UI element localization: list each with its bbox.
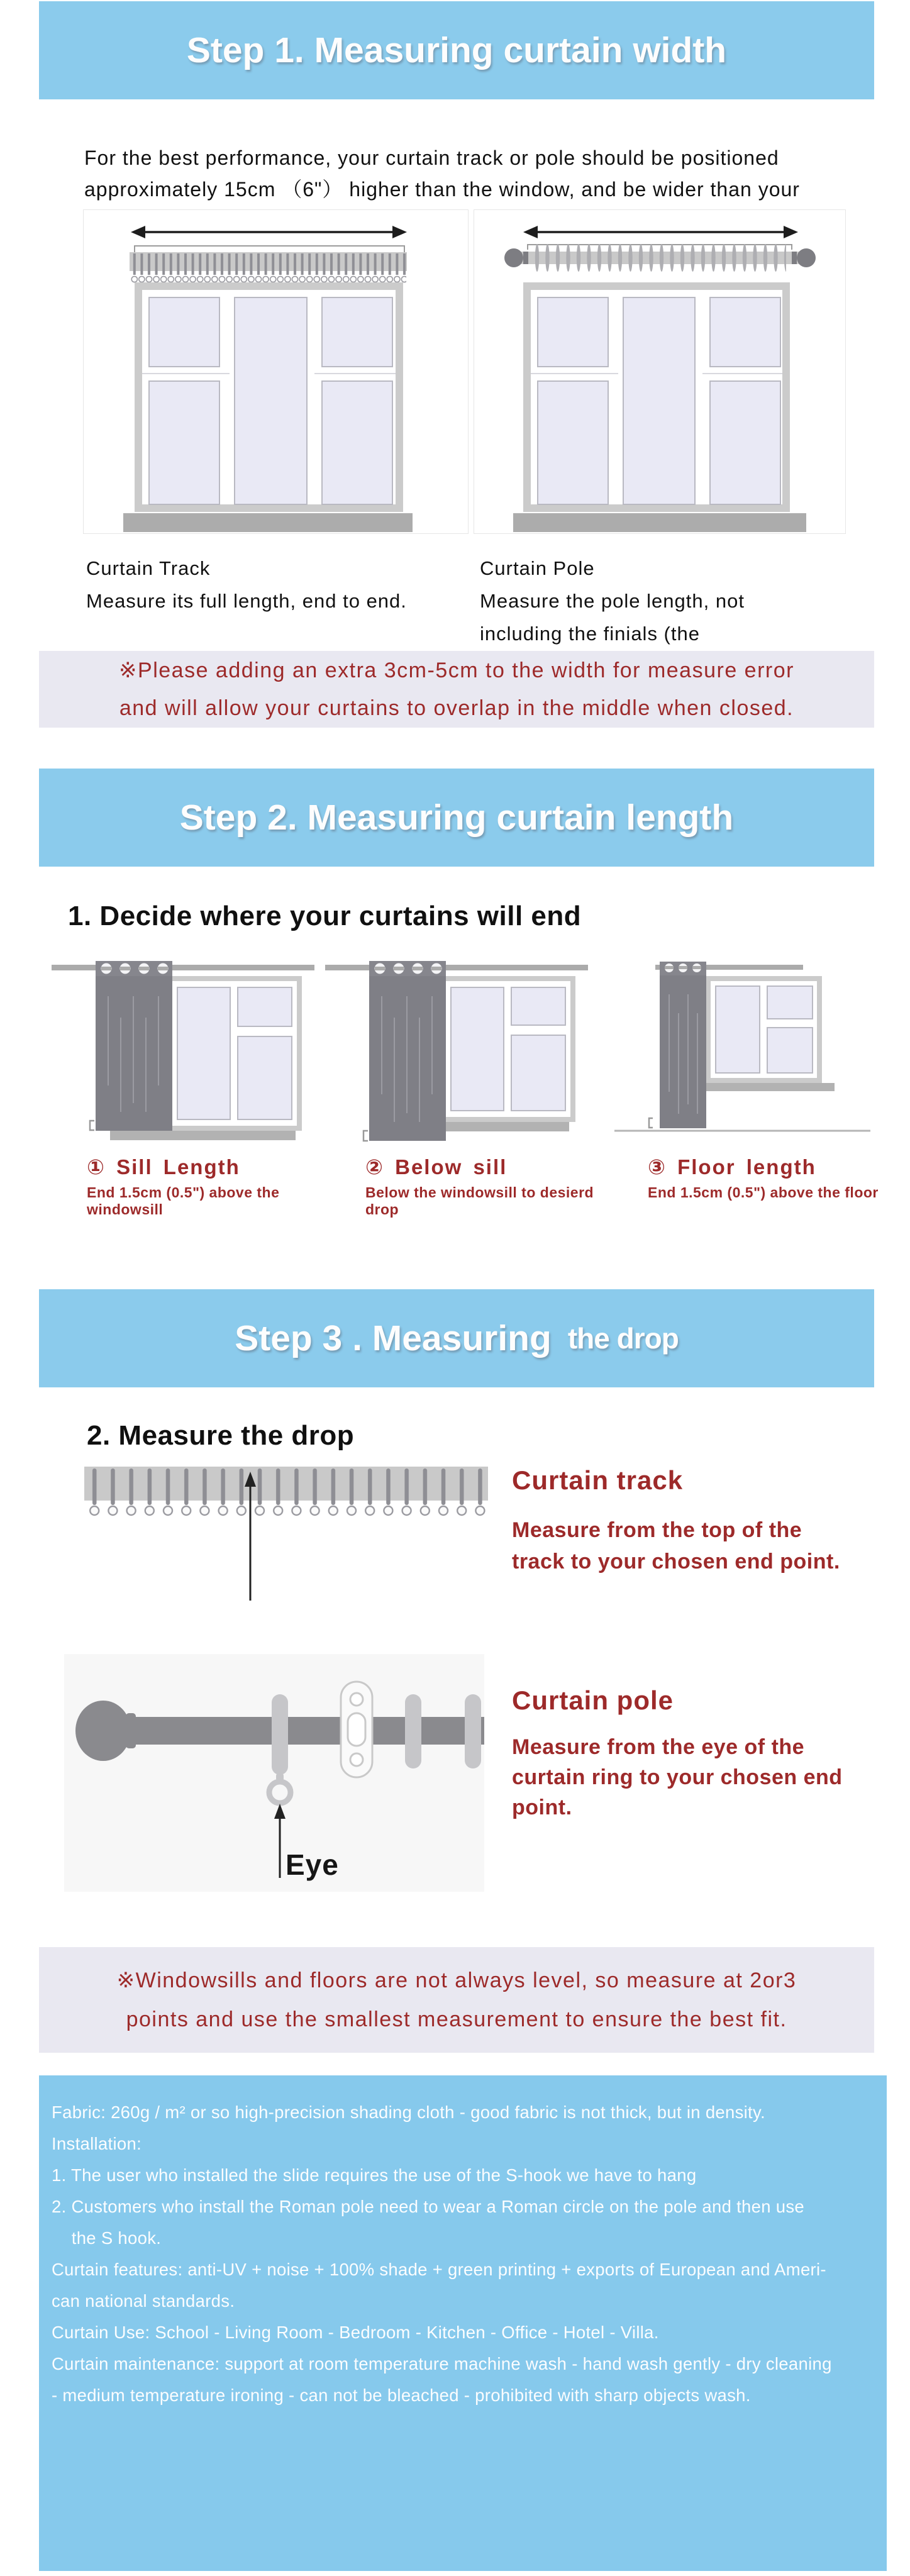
intro-line-2: approximately 15cm （6"） higher than the window, and be wider than your (84, 178, 800, 201)
below-sill-desc: Below the windowsill to desierd drop (365, 1184, 594, 1218)
info-line-features: Curtain features: anti-UV + noise + 100% shade + green printing + exports of European and Ameri- (52, 2260, 826, 2279)
pole-caption-line-2: including the finials (the (480, 623, 700, 645)
product-info-section (39, 2075, 887, 2571)
step3-banner-title: Step 3 . Measuring (235, 1318, 552, 1358)
step2-banner (39, 769, 874, 867)
info-line-use: Curtain Use: School - Living Room - Bedroom - Kitchen - Office - Hotel - Villa. (52, 2323, 659, 2342)
track-drop-title: Curtain track (512, 1465, 684, 1495)
sill-length-title: ① Sill Length (87, 1155, 240, 1179)
pole-drop-title: Curtain pole (512, 1685, 674, 1715)
width-note-box (39, 651, 874, 728)
track-caption-line: Measure its full length, end to end. (86, 590, 407, 612)
track-drop-line-1: Measure from the top of the (512, 1518, 802, 1542)
track-drop-line-2: track to your chosen end point. (512, 1550, 840, 1574)
info-line-install-2: 2. Customers who install the Roman pole need to wear a Roman circle on the pole and then use (52, 2197, 805, 2216)
drop-note-line-2: points and use the smallest measurement to ensure the best fit. (126, 2007, 787, 2031)
curtain-pole-window-illustration (474, 209, 846, 534)
sill-length-desc: End 1.5cm (0.5") above the windowsill (87, 1184, 280, 1218)
intro-line-1: For the best performance, your curtain track or pole should be positioned (84, 147, 779, 169)
info-line-features-2: can national standards. (52, 2291, 235, 2311)
below-sill-illustration (324, 960, 594, 1145)
window-with-track-icon (84, 210, 468, 533)
track-drop-illustration (84, 1467, 488, 1602)
pole-drop-line-1: Measure from the eye of the (512, 1735, 805, 1759)
pole-drop-illustration (64, 1654, 484, 1892)
width-note-line-1: ※Please adding an extra 3cm-5cm to the width for measure error (119, 658, 794, 682)
info-line-fabric: Fabric: 260g / m² or so high-precision shading cloth - good fabric is not thick, but in density. (52, 2102, 765, 2122)
pole-drop-text (512, 1685, 877, 1823)
curtain-track-window-illustration (83, 209, 469, 534)
length-option-floor (611, 960, 882, 1201)
step1-intro (84, 142, 883, 205)
length-option-sill (50, 960, 327, 1218)
step1-banner-title: Step 1. Measuring curtain width (186, 30, 727, 70)
track-caption-title: Curtain Track (86, 557, 211, 579)
info-line-maintenance-2: - medium temperature ironing - can not be bleached - prohibited with sharp objects wash. (52, 2385, 751, 2405)
pole-drop-line-3: point. (512, 1796, 572, 1819)
step2-banner-title: Step 2. Measuring curtain length (179, 797, 734, 838)
window-with-pole-icon (474, 210, 845, 533)
step2-heading: 1. Decide where your curtains will end (68, 901, 582, 931)
pole-drop-line-2: curtain ring to your chosen end (512, 1765, 843, 1789)
pole-caption-line-1: Measure the pole length, not (480, 590, 745, 612)
floor-length-illustration (611, 960, 875, 1145)
step3-banner-subtitle: the drop (567, 1322, 679, 1355)
below-sill-title: ② Below sill (365, 1155, 508, 1179)
track-with-arrow-icon (84, 1467, 488, 1602)
width-note-line-2: and will allow your curtains to overlap in the middle when closed. (119, 696, 794, 720)
info-line-install-1: 1. The user who installed the slide requires the use of the S-hook we have to hang (52, 2165, 697, 2185)
pole-caption (480, 552, 870, 650)
step1-banner (39, 1, 874, 99)
floor-length-title: ③ Floor length (648, 1155, 816, 1179)
pole-caption-title: Curtain Pole (480, 557, 595, 579)
floor-length-desc: End 1.5cm (0.5") above the floor (648, 1184, 879, 1201)
pole-with-eye-icon (64, 1654, 484, 1892)
eye-label: Eye (286, 1848, 339, 1881)
step3-banner (39, 1289, 874, 1387)
info-line-installation: Installation: (52, 2134, 142, 2153)
step3-heading: 2. Measure the drop (87, 1420, 355, 1451)
track-caption (86, 552, 463, 618)
drop-note-line-1: ※Windowsills and floors are not always level, so measure at 2or3 (116, 1968, 797, 1992)
drop-note-box (39, 1947, 874, 2053)
info-line-install-2b: the S hook. (52, 2228, 162, 2248)
track-drop-text (512, 1465, 877, 1577)
length-option-below-sill (324, 960, 607, 1218)
sill-length-illustration (50, 960, 321, 1145)
info-line-maintenance: Curtain maintenance: support at room temperature machine wash - hand wash gently - dry cleaning (52, 2354, 832, 2373)
